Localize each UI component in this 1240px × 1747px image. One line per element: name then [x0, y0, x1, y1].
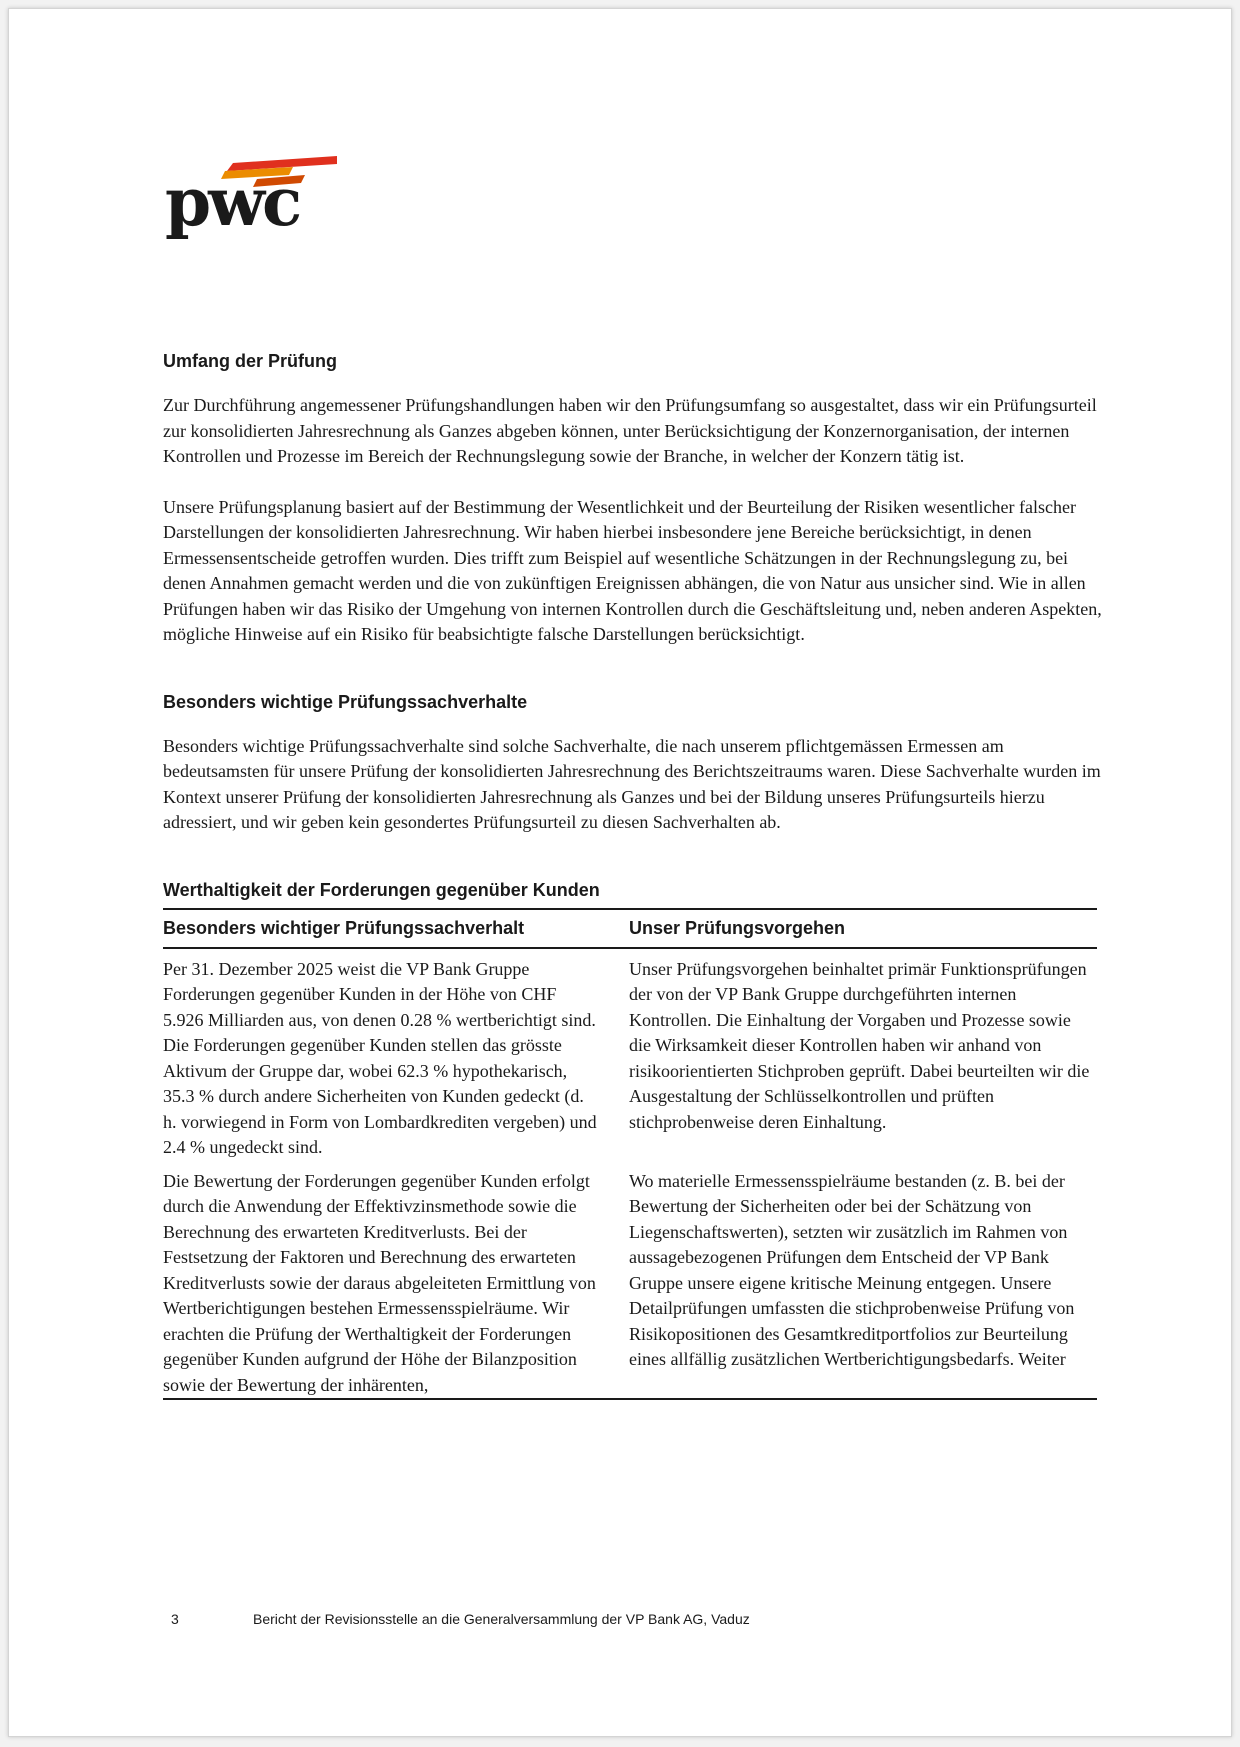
kam-table-row: [163, 1161, 1097, 1399]
footer-text: Bericht der Revisionsstelle an die Generalversammlung der VP Bank AG, Vaduz: [253, 1611, 750, 1627]
kam-header-left: Besonders wichtiger Prüfungssachverhalt: [163, 917, 525, 938]
page-number: 3: [171, 1611, 179, 1627]
logo-wordmark: pwc: [165, 163, 300, 241]
key-matters-paragraph: Besonders wichtige Prüfungssachverhalte sind solche Sachverhalte, die nach unserem pflichtgemässen Ermessen am bedeutsamsten für unsere Prüfung der konsolidierten Jahresrechnung des Berichtszeitraums waren. Diese Sachverhalte wurden im Kontext unserer Prüfung der konsolidierten Jahresrechnung als Ganzes und bei der Bildung unseres Prüfungsurteils hierzu adressiert, und wir geben kein gesondertes Prüfungsurteil zu diesen Sachverhalten ab.: [163, 735, 1101, 832]
kam-row-2-procedure: Wo materielle Ermessensspielräume bestanden (z. B. bei der Bewertung der Sicherheiten oder bei der Schätzung von Liegenschaftswerten), setzten wir zusätzlich im Rahmen von aussagebezogenen Prüfungen dem Entscheid der VP Bank Gruppe unsere eigene kritische Meinung entgegen. Unsere Detailprüfungen umfassten die stichprobenweise Prüfung von Risikopositionen des Gesamtkreditportfolios zur Beurteilung eines allfällig zusätzlichen Wertberichtigungsbedarfs. Weiter: [629, 1170, 1075, 1369]
document-page: [8, 8, 1232, 1737]
kam-row-1-procedure: Unser Prüfungsvorgehen beinhaltet primär Funktionsprüfungen der von der VP Bank Gruppe durchgeführten internen Kontrollen. Die Einhaltung der Vorgaben und Prozesse sowie die Wirksamkeit dieser Kontrollen haben wir anhand von risikoorientierten Stichproben geprüft. Dabei beurteilten wir die Ausgestaltung der Schlüsselkontrollen und prüften stichprobenweise deren Einhaltung.: [629, 958, 1090, 1132]
scope-paragraph-1: Zur Durchführung angemessener Prüfungshandlungen haben wir den Prüfungsumfang so ausgestaltet, dass wir ein Prüfungsurteil zur konsolidierten Jahresrechnung als Ganzes abgeben können, unter Berücksichtigung der Konzernorganisation, der internen Kontrollen und Prozesse im Bereich der Rechnungslegung sowie der Branche, in welcher der Konzern tätig ist.: [163, 395, 1097, 466]
kam-header-right: Unser Prüfungsvorgehen: [629, 917, 846, 938]
scope-heading: Umfang der Prüfung: [163, 351, 337, 371]
kam-table-row: [163, 949, 1097, 1161]
pwc-logo: [165, 149, 345, 249]
kam-row-2-matter: Die Bewertung der Forderungen gegenüber Kunden erfolgt durch die Anwendung der Effektivzinsmethode sowie die Berechnung des erwarteten Kreditverlusts. Bei der Festsetzung der Faktoren und Berechnung des erwarteten Kreditverlusts sowie der daraus abgeleiteten Ermittlung von Wertberichtigungen bestehen Ermessensspielräume. Wir erachten die Prüfung der Werthaltigkeit der Forderungen gegenüber Kunden aufgrund der Höhe der Bilanzposition sowie der Bewertung der inhärenten,: [163, 1170, 596, 1395]
key-matters-heading: Besonders wichtige Prüfungssachverhalte: [163, 691, 528, 712]
page-footer: [171, 1611, 750, 1627]
kam-table: [163, 908, 1097, 1401]
report-body: [163, 349, 1103, 1400]
scope-paragraph-2: Unsere Prüfungsplanung basiert auf der Bestimmung der Wesentlichkeit und der Beurteilung der Risiken wesentlicher falscher Darstellungen der konsolidierten Jahresrechnung. Wir haben hierbei insbesondere jene Bereiche berücksichtigt, in denen Ermessensentscheide getroffen wurden. Dies trifft zum Beispiel auf wesentliche Schätzungen in der Rechnungslegung zu, bei denen Annahmen gemacht werden und die von zukünftigen Ereignissen abhängen, die von Natur aus unsicher sind. Wie in allen Prüfungen haben wir das Risiko der Umgehung von internen Kontrollen durch die Geschäftsleitung und, neben anderen Aspekten, mögliche Hinweise auf ein Risiko für beabsichtigte falsche Darstellungen berücksichtigt.: [163, 496, 1102, 644]
kam-table-title: Werthaltigkeit der Forderungen gegenüber Kunden: [163, 879, 600, 900]
kam-row-1-matter: Per 31. Dezember 2025 weist die VP Bank Gruppe Forderungen gegenüber Kunden in der Höhe von CHF 5.926 Milliarden aus, von denen 0.28 % wertberichtigt sind. Die Forderungen gegenüber Kunden stellen das grösste Aktivum der Gruppe dar, wobei 62.3 % hypothekarisch, 35.3 % durch andere Sicherheiten von Kunden gedeckt (d. h. vorwiegend in Form von Lombardkrediten vergeben) und 2.4 % ungedeckt sind.: [163, 958, 597, 1157]
kam-table-header: [163, 910, 1097, 949]
